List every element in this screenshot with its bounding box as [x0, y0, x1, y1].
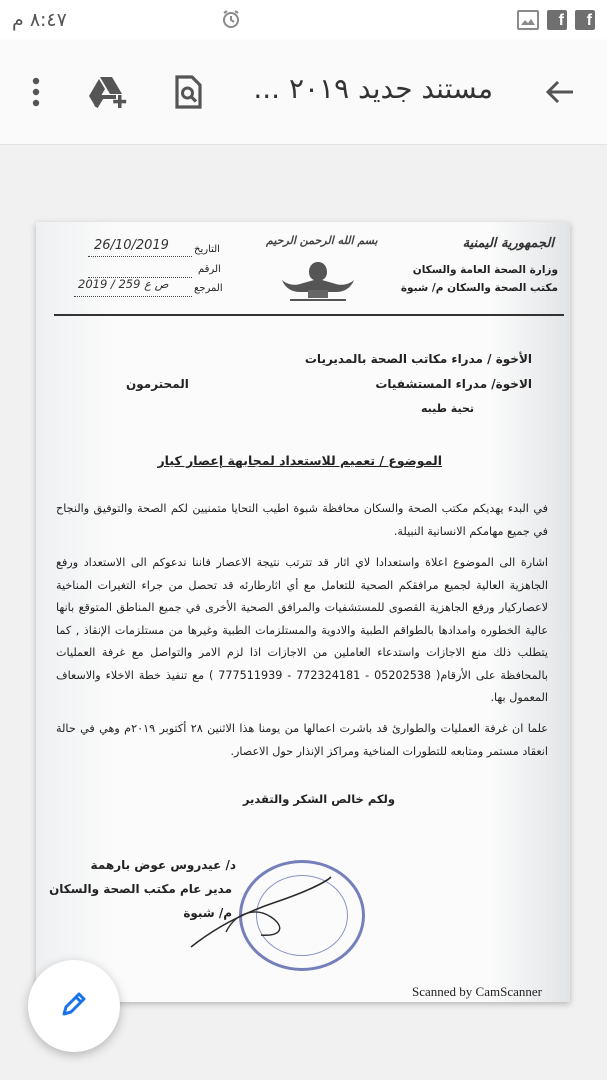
- recipient-2: الاخوة/ مدراء المستشفيات: [375, 377, 532, 391]
- paragraph-1: في البدء يهديكم مكتب الصحة والسكان محافظة شبوة اطيب التحايا متمنيين لكم الصحة والتوفيق والنجاح في جميع مهامكم الانسانية النبيلة.: [56, 502, 548, 538]
- scanned-document-page[interactable]: [36, 222, 570, 1002]
- ministry-logo-text: الجمهورية اليمنية: [462, 236, 554, 251]
- ref-value: ص ع 259 / 2019: [78, 277, 169, 291]
- signature-scribble-icon: [186, 872, 336, 956]
- office-name: مكتب الصحة والسكان م/ شبوة: [400, 282, 558, 294]
- lens-search-icon[interactable]: [166, 70, 210, 114]
- image-icon: [517, 10, 539, 30]
- document-title: مستند جديد ٢٠١٩ ...: [253, 72, 493, 105]
- signatory-place: م/ شبوة: [183, 906, 232, 920]
- more-vert-icon[interactable]: [14, 70, 58, 114]
- app-toolbar: [0, 40, 607, 145]
- pencil-edit-icon: [58, 988, 90, 1024]
- number-label: الرقم: [198, 264, 221, 275]
- drive-add-icon[interactable]: [86, 70, 130, 114]
- facebook-icon: f: [575, 10, 595, 30]
- subject-line: الموضوع / تعميم للاستعداد لمجابهة إعصار كيار: [157, 453, 442, 468]
- ref-label: المرجع: [194, 283, 223, 294]
- ministry-name: وزارة الصحة العامة والسكان: [412, 264, 558, 276]
- signatory-title: مدير عام مكتب الصحة والسكان: [49, 882, 232, 896]
- date-underline: [88, 256, 192, 258]
- date-value: 26/10/2019: [94, 238, 169, 253]
- basmala: بسم الله الرحمن الرحيم: [266, 234, 378, 247]
- paragraph-3: علما ان غرفة العمليات والطوارئ قد باشرت اعمالها من يومنا هذا الاثنين ٢٨ أكتوبر ٢٠١٩م وهي في حالة انعقاد مستمر ومتابعه للتطورات المناخية ومراكز الإنذار حول الاعصار.: [56, 722, 548, 758]
- yemen-emblem-icon: [278, 256, 358, 308]
- recipient-1: الأخوة / مدراء مكاتب الصحة بالمديريات: [304, 352, 532, 366]
- back-arrow-icon[interactable]: [538, 70, 582, 114]
- date-label: التاريخ: [194, 244, 220, 255]
- status-time: ٨:٤٧ م: [12, 9, 67, 31]
- respected: المحترمون: [126, 377, 189, 391]
- scanner-watermark: Scanned by CamScanner: [412, 984, 542, 999]
- closing-line: ولكم خالص الشكر والتقدير: [242, 792, 395, 806]
- greeting: تحية طيبه: [420, 402, 474, 415]
- edit-fab-button[interactable]: [28, 960, 120, 1052]
- alarm-icon: [221, 9, 241, 33]
- ref-underline: [74, 296, 192, 298]
- paragraph-2: اشارة الى الموضوع اعلاة واستعدادا لاي اثار قد تترتب نتيجة الاعصار فاننا ندعوكم الى الاستعداد ورفع الجاهزية العالية لجميع مرافقكم الصحية للتعامل مع أي اثارطارئه قد تحصل من جراء التغيرات المناخية لاعصاركيار ورفع الجاهزية القصوى للمستشفيات والمرافق الصحية الأخرى في جميع المناطق المتوقع بانها عالية الخطوره وامدادها بالطواقم الطبية والادوية والمستلزمات الطبية وغيرها من مستلزمات الإنقاذ , كما يتطلب ذلك منع الاجازات واستدعاء العاملين من الاجازات اذا لزم الامر والتواصل مع غرفة العمليات بالمحافظة على الأرقام( 05202538 - 772324181 - 777511939 ) مع تنفيذ خطة الاخلاء والاسعاف المعمول بها.: [56, 556, 548, 704]
- header-divider: [54, 314, 564, 316]
- facebook-icon: f: [547, 10, 567, 30]
- signatory-name: د/ عيدروس عوض بارهمة: [90, 858, 236, 872]
- status-bar: [0, 0, 607, 40]
